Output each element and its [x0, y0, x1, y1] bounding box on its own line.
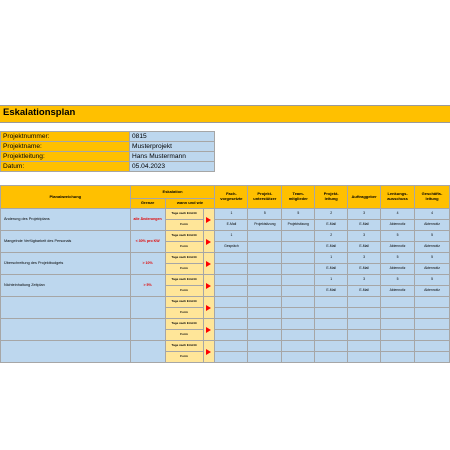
days-cell[interactable] — [282, 319, 315, 330]
days-cell[interactable]: 5 — [381, 231, 415, 242]
days-cell[interactable] — [348, 319, 381, 330]
days-cell[interactable] — [248, 341, 282, 352]
form-cell[interactable] — [282, 352, 315, 363]
days-cell[interactable]: 2 — [315, 231, 348, 242]
days-cell[interactable]: 1 — [215, 231, 248, 242]
info-value[interactable]: Hans Mustermann — [130, 152, 215, 162]
arrow-cell — [203, 253, 215, 275]
info-row — [1, 132, 215, 142]
deviation-threshold[interactable]: alle Änderungen — [130, 209, 165, 231]
table-row — [1, 209, 450, 220]
form-cell[interactable] — [381, 308, 415, 319]
days-cell[interactable]: 5 — [381, 275, 415, 286]
form-cell[interactable] — [215, 330, 248, 341]
form-cell[interactable] — [248, 352, 282, 363]
form-cell[interactable] — [415, 330, 450, 341]
days-cell[interactable]: 3 — [348, 275, 381, 286]
days-cell[interactable]: 5 — [248, 209, 282, 220]
days-cell[interactable] — [348, 341, 381, 352]
days-cell[interactable]: 5 — [415, 231, 450, 242]
deviation-threshold[interactable]: < 30% pro KW — [130, 231, 165, 253]
deviation-threshold[interactable] — [130, 341, 165, 363]
form-cell[interactable] — [282, 330, 315, 341]
deviation-threshold[interactable]: > 10% — [130, 253, 165, 275]
info-label[interactable]: Projektnummer: — [1, 132, 130, 142]
days-cell[interactable] — [282, 297, 315, 308]
table-row — [1, 231, 450, 242]
days-cell[interactable] — [215, 275, 248, 286]
info-value[interactable]: 0815 — [130, 132, 215, 142]
form-cell[interactable] — [282, 264, 315, 275]
days-cell[interactable] — [381, 297, 415, 308]
header-projektunterstuetzer: Projekt- unterstützer — [248, 186, 282, 209]
days-cell[interactable] — [248, 231, 282, 242]
days-cell[interactable] — [415, 297, 450, 308]
form-cell[interactable] — [215, 264, 248, 275]
days-cell[interactable] — [315, 297, 348, 308]
form-cell[interactable]: E-Mail — [215, 220, 248, 231]
days-label: Tage nach Eintritt — [165, 275, 203, 286]
form-cell[interactable] — [248, 330, 282, 341]
days-cell[interactable] — [315, 319, 348, 330]
red-arrow-icon — [206, 261, 211, 267]
days-cell[interactable]: 5 — [381, 253, 415, 264]
days-label: Tage nach Eintritt — [165, 319, 203, 330]
deviation-name[interactable]: Überschreitung des Projektbudgets — [1, 253, 131, 275]
form-cell[interactable] — [282, 242, 315, 253]
days-cell[interactable]: 5 — [415, 253, 450, 264]
table-row — [1, 341, 450, 352]
days-label: Tage nach Eintritt — [165, 253, 203, 264]
form-cell[interactable]: Aktennotiz — [415, 242, 450, 253]
days-cell[interactable] — [215, 297, 248, 308]
deviation-name[interactable]: Mangelnde Verfügbarkeit des Personals — [1, 231, 131, 253]
form-cell[interactable] — [315, 352, 348, 363]
header-grenze: Grenze — [130, 199, 165, 209]
form-cell[interactable]: E-Mail — [315, 220, 348, 231]
form-cell[interactable]: Aktennotiz — [381, 264, 415, 275]
days-cell[interactable]: 1 — [315, 253, 348, 264]
red-arrow-icon — [206, 349, 211, 355]
form-cell[interactable] — [381, 352, 415, 363]
red-arrow-icon — [206, 217, 211, 223]
days-cell[interactable] — [248, 319, 282, 330]
form-cell[interactable]: Aktennotiz — [415, 286, 450, 297]
red-arrow-icon — [206, 327, 211, 333]
days-cell[interactable] — [282, 253, 315, 264]
days-cell[interactable] — [415, 341, 450, 352]
header-auftraggeber: Auftraggeber — [348, 186, 381, 209]
form-cell[interactable]: E-Mail — [315, 242, 348, 253]
header-teammitglieder: Team- mitglieder — [282, 186, 315, 209]
form-cell[interactable]: Projektsitzung — [248, 220, 282, 231]
days-cell[interactable] — [415, 319, 450, 330]
days-cell[interactable] — [248, 297, 282, 308]
form-cell[interactable]: Projektsitzung — [282, 220, 315, 231]
form-cell[interactable] — [215, 308, 248, 319]
info-row — [1, 152, 215, 162]
table-row — [1, 319, 450, 330]
deviation-threshold[interactable]: > 5% — [130, 275, 165, 297]
form-cell[interactable] — [215, 352, 248, 363]
days-cell[interactable] — [315, 341, 348, 352]
header-planabweichung: Planabweichung — [1, 186, 131, 209]
form-label: Form — [165, 220, 203, 231]
header-eskalation: Eskalation — [130, 186, 215, 199]
days-label: Tage nach Eintritt — [165, 231, 203, 242]
form-label: Form — [165, 264, 203, 275]
title-bar — [0, 105, 450, 123]
form-cell[interactable]: Aktennotiz — [415, 220, 450, 231]
days-cell[interactable]: 4 — [381, 209, 415, 220]
days-cell[interactable] — [215, 253, 248, 264]
sheet-title: Eskalationsplan — [3, 107, 76, 118]
form-cell[interactable] — [415, 308, 450, 319]
form-cell[interactable]: E-Mail — [315, 264, 348, 275]
table-row — [1, 253, 450, 264]
form-cell[interactable]: Aktennotiz — [381, 220, 415, 231]
days-label: Tage nach Eintritt — [165, 297, 203, 308]
days-cell[interactable] — [215, 341, 248, 352]
red-arrow-icon — [206, 239, 211, 245]
header-geschaeftsleitung: Geschäfts- leitung — [415, 186, 450, 209]
form-cell[interactable]: E-Mail — [348, 286, 381, 297]
form-cell[interactable]: E-Mail — [348, 264, 381, 275]
days-cell[interactable]: 1 — [215, 209, 248, 220]
form-cell[interactable]: E-Mail — [348, 242, 381, 253]
arrow-cell — [203, 275, 215, 297]
form-cell[interactable] — [415, 352, 450, 363]
form-cell[interactable]: Gespräch — [215, 242, 248, 253]
days-cell[interactable] — [282, 275, 315, 286]
deviation-name[interactable] — [1, 341, 131, 363]
form-cell[interactable] — [315, 308, 348, 319]
days-cell[interactable]: 3 — [348, 253, 381, 264]
form-cell[interactable] — [381, 330, 415, 341]
project-info-table — [0, 131, 215, 172]
form-label: Form — [165, 330, 203, 341]
red-arrow-icon — [206, 283, 211, 289]
days-cell[interactable] — [248, 253, 282, 264]
header-lenkungsausschuss: Lenkungs- ausschuss — [381, 186, 415, 209]
days-cell[interactable] — [282, 341, 315, 352]
form-label: Form — [165, 308, 203, 319]
header-wann-wie: wann und wie — [165, 199, 215, 209]
days-cell[interactable] — [215, 319, 248, 330]
form-cell[interactable]: E-Mail — [348, 220, 381, 231]
days-label: Tage nach Eintritt — [165, 209, 203, 220]
days-cell[interactable] — [248, 275, 282, 286]
form-cell[interactable]: Aktennotiz — [381, 242, 415, 253]
arrow-cell — [203, 209, 215, 231]
info-label[interactable]: Datum: — [1, 162, 130, 172]
deviation-threshold[interactable] — [130, 297, 165, 319]
days-cell[interactable] — [282, 231, 315, 242]
form-cell[interactable]: E-Mail — [315, 286, 348, 297]
info-label[interactable]: Projektleitung: — [1, 152, 130, 162]
deviation-name[interactable]: Nichteinhaltung Zeitplan — [1, 275, 131, 297]
arrow-cell — [203, 297, 215, 319]
info-value[interactable]: 05.04.2023 — [130, 162, 215, 172]
form-label: Form — [165, 242, 203, 253]
form-cell[interactable]: Aktennotiz — [415, 264, 450, 275]
form-label: Form — [165, 286, 203, 297]
days-label: Tage nach Eintritt — [165, 341, 203, 352]
days-cell[interactable] — [381, 341, 415, 352]
info-row — [1, 142, 215, 152]
form-cell[interactable] — [248, 264, 282, 275]
form-cell[interactable] — [348, 330, 381, 341]
days-cell[interactable] — [381, 319, 415, 330]
form-cell[interactable] — [215, 286, 248, 297]
form-cell[interactable] — [248, 308, 282, 319]
form-cell[interactable] — [348, 352, 381, 363]
form-cell[interactable] — [315, 330, 348, 341]
form-cell[interactable] — [282, 286, 315, 297]
deviation-name[interactable] — [1, 297, 131, 319]
days-cell[interactable]: 5 — [282, 209, 315, 220]
form-cell[interactable] — [248, 286, 282, 297]
days-cell[interactable]: 5 — [415, 275, 450, 286]
table-row — [1, 275, 450, 286]
red-arrow-icon — [206, 305, 211, 311]
days-cell[interactable]: 1 — [315, 275, 348, 286]
info-label[interactable]: Projektname: — [1, 142, 130, 152]
arrow-cell — [203, 319, 215, 341]
form-cell[interactable] — [248, 242, 282, 253]
arrow-cell — [203, 231, 215, 253]
form-cell[interactable]: Aktennotiz — [381, 286, 415, 297]
header-projektleitung: Projekt- leitung — [315, 186, 348, 209]
escalation-table — [0, 185, 450, 363]
days-cell[interactable] — [348, 297, 381, 308]
form-label: Form — [165, 352, 203, 363]
deviation-threshold[interactable] — [130, 319, 165, 341]
days-cell[interactable]: 3 — [348, 231, 381, 242]
arrow-cell — [203, 341, 215, 363]
days-cell[interactable]: 2 — [315, 209, 348, 220]
table-row — [1, 297, 450, 308]
deviation-name[interactable]: Änderung des Projektplans — [1, 209, 131, 231]
header-fachvorgesetzte: Fach- vorgesetzte — [215, 186, 248, 209]
info-value[interactable]: Musterprojekt — [130, 142, 215, 152]
days-cell[interactable]: 4 — [415, 209, 450, 220]
deviation-name[interactable] — [1, 319, 131, 341]
form-cell[interactable] — [282, 308, 315, 319]
info-row — [1, 162, 215, 172]
form-cell[interactable] — [348, 308, 381, 319]
days-cell[interactable]: 3 — [348, 209, 381, 220]
